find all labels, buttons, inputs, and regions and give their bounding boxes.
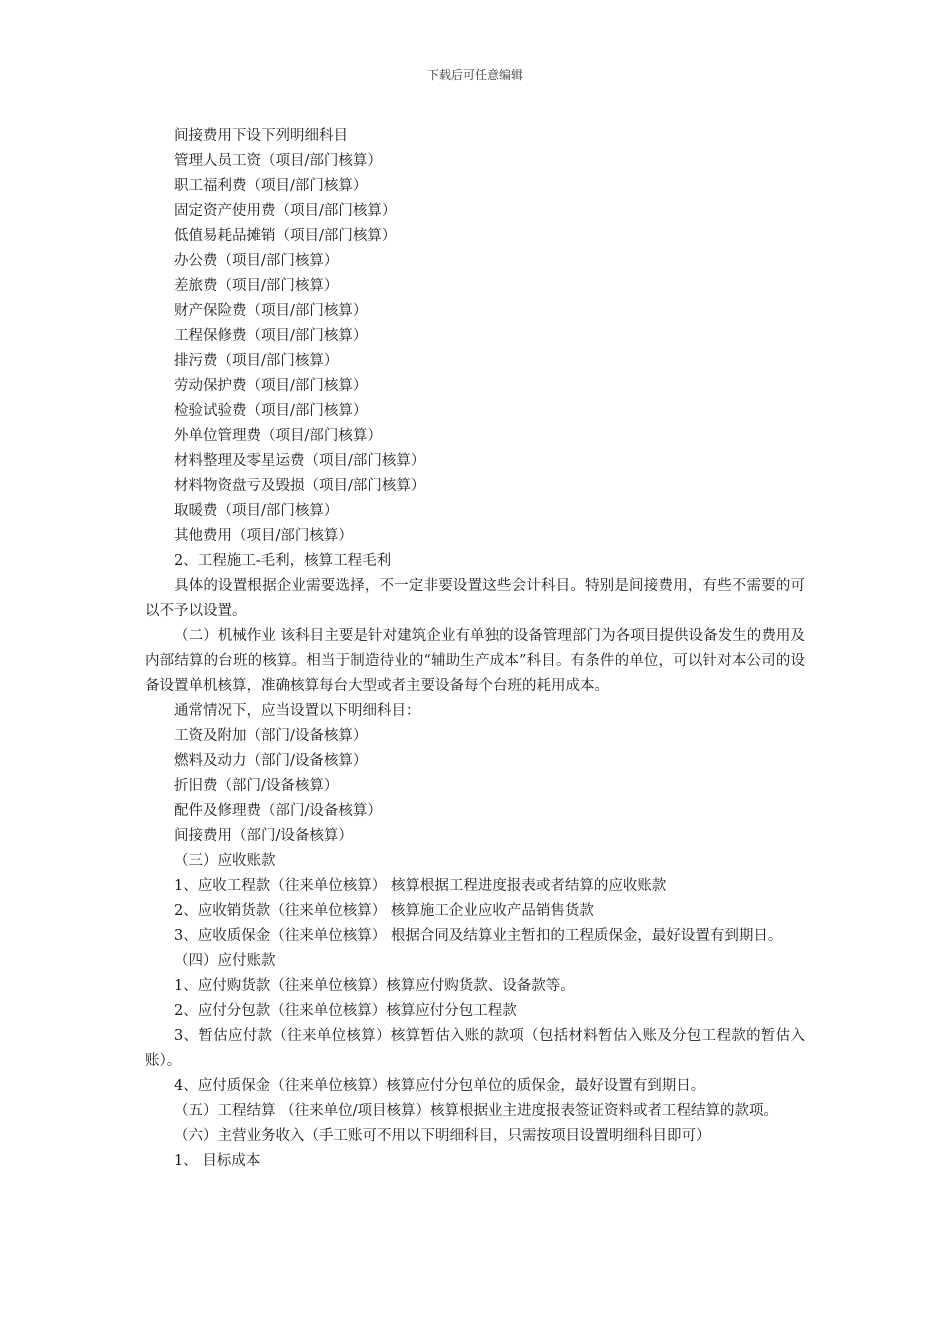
paragraph: 4、应付质保金（往来单位核算）核算应付分包单位的质保金，最好设置有到期日。 [174,1078,706,1094]
paragraph: 劳动保护费（项目/部门核算） [174,378,368,394]
document-body [145,124,805,1174]
paragraph: 间接费用（部门/设备核算） [174,828,353,844]
paragraph: 2、工程施工-毛利，核算工程毛利 [174,553,392,569]
paragraph: （三）应收账款 [174,853,276,869]
paragraph: 通常情况下，应当设置以下明细科目： [174,703,421,719]
paragraph: 工程保修费（项目/部门核算） [174,328,368,344]
paragraph: 折旧费（部门/设备核算） [174,778,339,794]
paragraph: 1、应收工程款（往来单位核算） 核算根据工程进度报表或者结算的应收账款 [174,878,667,894]
paragraph: 管理人员工资（项目/部门核算） [174,153,382,169]
paragraph: 职工福利费（项目/部门核算） [174,178,368,194]
paragraph: （五）工程结算 （往来单位/项目核算）核算根据业主进度报表签证资料或者工程结算的款项。 [174,1103,778,1119]
paragraph: 工资及附加（部门/设备核算） [174,728,368,744]
paragraph: 固定资产使用费（项目/部门核算） [174,203,397,219]
paragraph: （二）机械作业 该科目主要是针对建筑企业有单独的设备管理部门为各项目提供设备发生的费用及内部结算的台班的核算。相当于制造待业的“辅助生产成本”科目。有条件的单位，可以针对本公司的设备设置单机核算，准确核算每台大型或者主要设备每个台班的耗用成本。 [145,628,805,694]
paragraph: 间接费用下设下列明细科目 [174,128,348,144]
paragraph: 燃料及动力（部门/设备核算） [174,753,368,769]
paragraph: 3、暂估应付款（往来单位核算）核算暂估入账的款项（包括材料暂估入账及分包工程款的暂估入账）。 [145,1028,805,1069]
paragraph: 低值易耗品摊销（项目/部门核算） [174,228,397,244]
paragraph: 3、应收质保金（往来单位核算） 根据合同及结算业主暂扣的工程质保金，最好设置有到期日。 [174,928,783,944]
paragraph: 2、应收销货款（往来单位核算） 核算施工企业应收产品销售货款 [174,903,594,919]
paragraph: 材料整理及零星运费（项目/部门核算） [174,453,426,469]
paragraph: 材料物资盘亏及毁损（项目/部门核算） [174,478,426,494]
paragraph: 外单位管理费（项目/部门核算） [174,428,382,444]
paragraph: 检验试验费（项目/部门核算） [174,403,368,419]
paragraph: 具体的设置根据企业需要选择，不一定非要设置这些会计科目。特别是间接费用，有些不需要的可以不予以设置。 [145,578,805,619]
paragraph: （四）应付账款 [174,953,276,969]
paragraph: 办公费（项目/部门核算） [174,253,339,269]
paragraph: 1、应付购货款（往来单位核算）核算应付购货款、设备款等。 [174,978,575,994]
paragraph: 差旅费（项目/部门核算） [174,278,339,294]
paragraph: 排污费（项目/部门核算） [174,353,339,369]
paragraph: 2、应付分包款（往来单位核算）核算应付分包工程款 [174,1003,517,1019]
paragraph: 1、 目标成本 [174,1153,261,1169]
paragraph: 其他费用（项目/部门核算） [174,528,353,544]
paragraph: 配件及修理费（部门/设备核算） [174,803,382,819]
paragraph: （六）主营业务收入（手工账可不用以下明细科目，只需按项目设置明细科目即可） [174,1128,711,1144]
paragraph: 财产保险费（项目/部门核算） [174,303,368,319]
paragraph: 取暖费（项目/部门核算） [174,503,339,519]
page-header: 下载后可任意编辑 [426,68,523,82]
